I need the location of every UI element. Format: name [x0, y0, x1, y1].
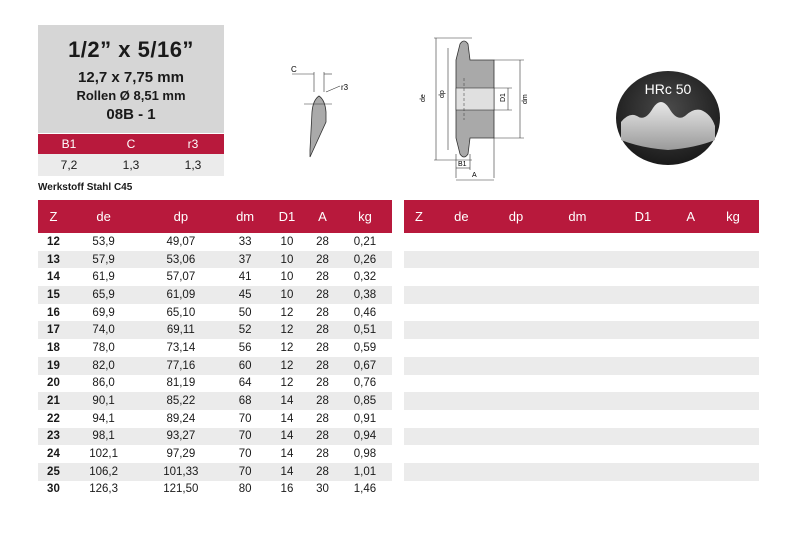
empty-table-cell [612, 321, 675, 339]
empty-table-cell [612, 375, 675, 393]
tooth-profile-drawing [282, 62, 362, 162]
badge-label: HRc 50 [644, 81, 692, 97]
label-r3: r3 [341, 83, 349, 92]
table-cell-d1: 12 [280, 306, 294, 319]
sprocket-section-drawing [412, 30, 537, 188]
table-cell-dm: 70 [223, 463, 267, 481]
table-row [38, 481, 392, 499]
table-cell-z: 12 [47, 235, 60, 248]
table-cell-z: 15 [38, 286, 69, 304]
table-cell-dp: 97,29 [166, 448, 196, 461]
empty-table-cell [543, 268, 611, 286]
table-cell-z: 25 [38, 463, 69, 481]
empty-table-cell [489, 481, 544, 499]
empty-table-cell [543, 321, 611, 339]
empty-table-cell [404, 357, 434, 375]
column-header-z: Z [404, 200, 434, 233]
table-cell-dm: 56 [238, 341, 252, 354]
table-cell-dp: 65,10 [166, 306, 196, 319]
table-cell-kg: 0,98 [353, 448, 377, 461]
table-cell-de: 61,9 [92, 271, 115, 284]
label-dp: dp [439, 90, 446, 98]
empty-table-cell [707, 286, 759, 304]
empty-table-cell [612, 339, 675, 357]
table-cell-dp: 73,14 [166, 341, 196, 354]
empty-table-cell [543, 392, 611, 410]
table-cell-kg: 1,01 [338, 463, 392, 481]
empty-table-cell [674, 233, 707, 251]
empty-table-cell [434, 233, 489, 251]
column-header-dp: dp [489, 200, 544, 233]
empty-table-cell [404, 286, 434, 304]
empty-table-row [404, 445, 759, 463]
table-cell-de: 65,9 [69, 286, 138, 304]
empty-table-cell [434, 392, 489, 410]
empty-table-row [404, 321, 759, 339]
table-cell-kg: 0,91 [353, 412, 377, 425]
label-dm: dm [522, 94, 529, 104]
table-cell-z: 17 [38, 321, 69, 339]
empty-table-cell [707, 392, 759, 410]
table-cell-a: 28 [307, 251, 338, 269]
table-cell-de: 94,1 [92, 412, 115, 425]
table-cell-de: 53,9 [92, 235, 115, 248]
empty-data-table [404, 200, 759, 498]
empty-table-cell [434, 428, 489, 446]
table-cell-kg: 0,38 [338, 286, 392, 304]
empty-table-cell [404, 375, 434, 393]
empty-table-row [404, 339, 759, 357]
roller-diameter: Rollen Ø 8,51 mm [76, 88, 186, 103]
empty-table-cell [674, 428, 707, 446]
table-cell-d1: 10 [267, 286, 307, 304]
empty-table-cell [404, 410, 434, 428]
empty-table-cell [404, 321, 434, 339]
spec-table [38, 134, 224, 176]
empty-table-cell [489, 392, 544, 410]
table-cell-de: 78,0 [92, 341, 115, 354]
empty-table-cell [612, 304, 675, 322]
table-row [38, 268, 392, 286]
table-cell-a: 28 [307, 321, 338, 339]
spec-header-b1: B1 [38, 134, 100, 154]
empty-table-cell [612, 445, 675, 463]
empty-table-cell [707, 321, 759, 339]
empty-table-cell [707, 481, 759, 499]
empty-table-cell [707, 463, 759, 481]
empty-table-cell [707, 339, 759, 357]
empty-table-cell [489, 233, 544, 251]
table-cell-dm: 50 [238, 306, 252, 319]
table-cell-kg: 0,51 [338, 321, 392, 339]
empty-table-cell [674, 339, 707, 357]
empty-table-cell [404, 339, 434, 357]
empty-table-cell [543, 410, 611, 428]
empty-table-row [404, 268, 759, 286]
empty-table-cell [404, 304, 434, 322]
table-cell-kg: 0,59 [353, 341, 377, 354]
empty-table-cell [543, 375, 611, 393]
table-cell-d1: 12 [267, 321, 307, 339]
table-cell-dm: 52 [223, 321, 267, 339]
empty-table-cell [612, 410, 675, 428]
spec-value-c: 1,3 [100, 154, 162, 176]
table-cell-de: 57,9 [69, 251, 138, 269]
table-cell-de: 106,2 [69, 463, 138, 481]
table-cell-a: 28 [307, 286, 338, 304]
table-cell-dm: 80 [238, 483, 252, 496]
empty-table-cell [434, 251, 489, 269]
table-cell-dp: 93,27 [138, 428, 223, 446]
empty-table-cell [404, 392, 434, 410]
table-cell-kg: 0,46 [353, 306, 377, 319]
label-b1: B1 [458, 161, 467, 168]
table-row [38, 251, 392, 269]
table-cell-de: 90,1 [69, 392, 138, 410]
table-cell-de: 102,1 [89, 448, 119, 461]
table-row [38, 339, 392, 357]
column-header-z: Z [38, 200, 69, 233]
table-cell-d1: 14 [267, 463, 307, 481]
table-cell-dp: 89,24 [166, 412, 196, 425]
table-row [38, 463, 392, 481]
empty-table-cell [489, 286, 544, 304]
table-cell-z: 16 [47, 306, 60, 319]
empty-table-row [404, 428, 759, 446]
empty-table-row [404, 251, 759, 269]
table-cell-d1: 16 [280, 483, 294, 496]
chain-size-mm: 12,7 x 7,75 mm [78, 69, 184, 86]
table-cell-z: 19 [38, 357, 69, 375]
empty-table-cell [489, 445, 544, 463]
empty-table-cell [612, 286, 675, 304]
table-cell-z: 18 [47, 341, 60, 354]
table-cell-dp: 85,22 [138, 392, 223, 410]
table-cell-a: 28 [316, 235, 329, 248]
table-cell-dm: 41 [238, 271, 252, 284]
table-cell-d1: 12 [267, 357, 307, 375]
table-cell-kg: 0,94 [338, 428, 392, 446]
empty-table-row [404, 357, 759, 375]
table-cell-dp: 77,16 [138, 357, 223, 375]
table-cell-z: 20 [47, 377, 60, 390]
material-label: Werkstoff Stahl C45 [38, 182, 133, 193]
table-cell-d1: 14 [280, 412, 294, 425]
empty-table-cell [434, 339, 489, 357]
empty-table-cell [612, 392, 675, 410]
table-row [38, 428, 392, 446]
empty-table-cell [707, 375, 759, 393]
empty-table-cell [707, 304, 759, 322]
empty-table-cell [404, 445, 434, 463]
empty-table-cell [674, 445, 707, 463]
column-header-dm: dm [543, 200, 611, 233]
empty-table-cell [404, 251, 434, 269]
empty-table-cell [612, 463, 675, 481]
empty-table-cell [612, 268, 675, 286]
table-cell-a: 28 [307, 392, 338, 410]
empty-table-cell [543, 481, 611, 499]
table-cell-d1: 14 [267, 392, 307, 410]
table-cell-de: 74,0 [69, 321, 138, 339]
empty-table-cell [707, 233, 759, 251]
table-cell-z: 13 [38, 251, 69, 269]
table-cell-a: 28 [307, 357, 338, 375]
column-header-de: de [434, 200, 489, 233]
empty-table-cell [707, 357, 759, 375]
label-d1: D1 [500, 93, 507, 102]
table-cell-kg: 0,76 [353, 377, 377, 390]
empty-table-cell [674, 286, 707, 304]
table-cell-d1: 12 [280, 341, 294, 354]
table-cell-de: 98,1 [69, 428, 138, 446]
empty-table-cell [489, 268, 544, 286]
table-cell-dp: 61,09 [138, 286, 223, 304]
table-cell-de: 86,0 [92, 377, 115, 390]
empty-table-row [404, 304, 759, 322]
table-row [38, 445, 392, 463]
table-cell-z: 23 [38, 428, 69, 446]
empty-table-cell [434, 410, 489, 428]
empty-table-cell [543, 428, 611, 446]
empty-table-cell [489, 357, 544, 375]
empty-table-cell [543, 251, 611, 269]
table-cell-dm: 70 [238, 412, 252, 425]
empty-table-cell [674, 375, 707, 393]
table-cell-a: 28 [307, 428, 338, 446]
empty-table-cell [489, 410, 544, 428]
table-cell-dm: 70 [238, 448, 252, 461]
empty-table-cell [489, 251, 544, 269]
table-cell-d1: 14 [280, 448, 294, 461]
empty-table-cell [612, 481, 675, 499]
table-cell-z: 21 [38, 392, 69, 410]
table-row [38, 357, 392, 375]
empty-table-cell [543, 304, 611, 322]
empty-table-cell [489, 463, 544, 481]
empty-table-cell [674, 392, 707, 410]
spec-header-r3: r3 [162, 134, 224, 154]
table-cell-a: 28 [316, 448, 329, 461]
empty-table-cell [489, 321, 544, 339]
table-row [38, 375, 392, 393]
table-row [38, 304, 392, 322]
empty-table-row [404, 463, 759, 481]
table-cell-d1: 12 [280, 377, 294, 390]
table-cell-dp: 49,07 [166, 235, 196, 248]
table-cell-dp: 69,11 [138, 321, 223, 339]
column-header-dp: dp [138, 200, 223, 233]
hardness-badge [615, 70, 721, 166]
table-cell-a: 28 [316, 412, 329, 425]
table-cell-kg: 1,46 [353, 483, 377, 496]
empty-table-cell [489, 428, 544, 446]
column-header-kg: kg [338, 200, 392, 233]
table-cell-de: 126,3 [89, 483, 119, 496]
table-cell-de: 69,9 [92, 306, 115, 319]
table-cell-kg: 0,26 [338, 251, 392, 269]
empty-table-cell [489, 304, 544, 322]
spec-value-b1: 7,2 [38, 154, 100, 176]
table-cell-kg: 0,85 [338, 392, 392, 410]
table-cell-a: 28 [316, 341, 329, 354]
column-header-de: de [69, 200, 138, 233]
empty-table-cell [674, 268, 707, 286]
empty-table-cell [674, 304, 707, 322]
table-cell-dp: 57,07 [166, 271, 196, 284]
empty-table-cell [543, 233, 611, 251]
empty-table-row [404, 286, 759, 304]
table-cell-dp: 81,19 [166, 377, 196, 390]
empty-table-cell [404, 428, 434, 446]
table-cell-dm: 70 [223, 428, 267, 446]
empty-table-cell [707, 445, 759, 463]
empty-table-row [404, 233, 759, 251]
table-cell-dp: 101,33 [138, 463, 223, 481]
table-cell-a: 28 [316, 377, 329, 390]
table-cell-a: 30 [316, 483, 329, 496]
column-header-d1: D1 [612, 200, 675, 233]
empty-table-row [404, 481, 759, 499]
table-cell-dm: 64 [238, 377, 252, 390]
empty-table-cell [707, 428, 759, 446]
empty-table-cell [612, 428, 675, 446]
empty-table-cell [674, 481, 707, 499]
empty-table-cell [543, 339, 611, 357]
empty-table-cell [404, 463, 434, 481]
empty-table-row [404, 392, 759, 410]
empty-table-cell [674, 251, 707, 269]
chain-size-title: 1/2” x 5/16” [68, 37, 194, 62]
empty-table-cell [434, 304, 489, 322]
label-a: A [472, 172, 477, 179]
empty-table-cell [543, 286, 611, 304]
table-row [38, 321, 392, 339]
empty-table-cell [434, 286, 489, 304]
empty-table-cell [707, 410, 759, 428]
empty-table-cell [489, 375, 544, 393]
empty-table-cell [434, 463, 489, 481]
empty-table-cell [434, 481, 489, 499]
table-cell-kg: 0,21 [353, 235, 377, 248]
table-cell-z: 24 [47, 448, 60, 461]
table-cell-de: 82,0 [69, 357, 138, 375]
empty-table-cell [612, 251, 675, 269]
column-header-kg: kg [707, 200, 759, 233]
table-cell-dm: 33 [238, 235, 252, 248]
table-cell-d1: 14 [267, 428, 307, 446]
table-cell-a: 28 [307, 463, 338, 481]
empty-table-cell [543, 463, 611, 481]
table-row [38, 410, 392, 428]
empty-table-cell [404, 268, 434, 286]
empty-table-cell [674, 410, 707, 428]
table-cell-dp: 53,06 [138, 251, 223, 269]
table-cell-d1: 10 [280, 235, 294, 248]
table-cell-kg: 0,32 [353, 271, 377, 284]
spec-header-c: C [100, 134, 162, 154]
table-cell-z: 30 [47, 483, 60, 496]
empty-table-cell [612, 357, 675, 375]
empty-table-cell [543, 445, 611, 463]
table-cell-kg: 0,67 [338, 357, 392, 375]
table-row [38, 233, 392, 251]
chain-code: 08B - 1 [106, 106, 156, 123]
empty-table-cell [674, 321, 707, 339]
empty-table-cell [434, 375, 489, 393]
table-cell-a: 28 [316, 271, 329, 284]
empty-table-cell [707, 268, 759, 286]
empty-table-cell [434, 268, 489, 286]
label-c: C [291, 65, 297, 74]
table-cell-z: 14 [47, 271, 60, 284]
table-cell-dm: 37 [223, 251, 267, 269]
column-header-a: A [307, 200, 338, 233]
empty-table-row [404, 410, 759, 428]
empty-table-cell [489, 339, 544, 357]
empty-table-cell [612, 233, 675, 251]
empty-table-cell [434, 445, 489, 463]
table-cell-d1: 10 [280, 271, 294, 284]
table-cell-dm: 68 [223, 392, 267, 410]
table-cell-z: 22 [47, 412, 60, 425]
empty-table-cell [674, 357, 707, 375]
table-cell-dm: 45 [223, 286, 267, 304]
table-cell-dm: 60 [223, 357, 267, 375]
empty-table-cell [404, 481, 434, 499]
table-row [38, 286, 392, 304]
column-header-d1: D1 [267, 200, 307, 233]
empty-table-cell [674, 463, 707, 481]
empty-table-row [404, 375, 759, 393]
column-header-a: A [674, 200, 707, 233]
sprocket-data-table [38, 200, 392, 498]
product-header [38, 25, 224, 133]
empty-table-cell [707, 251, 759, 269]
label-de: de [420, 94, 427, 102]
empty-table-cell [404, 233, 434, 251]
empty-table-cell [543, 357, 611, 375]
spec-value-r3: 1,3 [162, 154, 224, 176]
table-row [38, 392, 392, 410]
table-cell-dp: 121,50 [163, 483, 199, 496]
table-cell-a: 28 [316, 306, 329, 319]
column-header-dm: dm [223, 200, 267, 233]
empty-table-cell [434, 321, 489, 339]
table-cell-d1: 10 [267, 251, 307, 269]
empty-table-cell [434, 357, 489, 375]
